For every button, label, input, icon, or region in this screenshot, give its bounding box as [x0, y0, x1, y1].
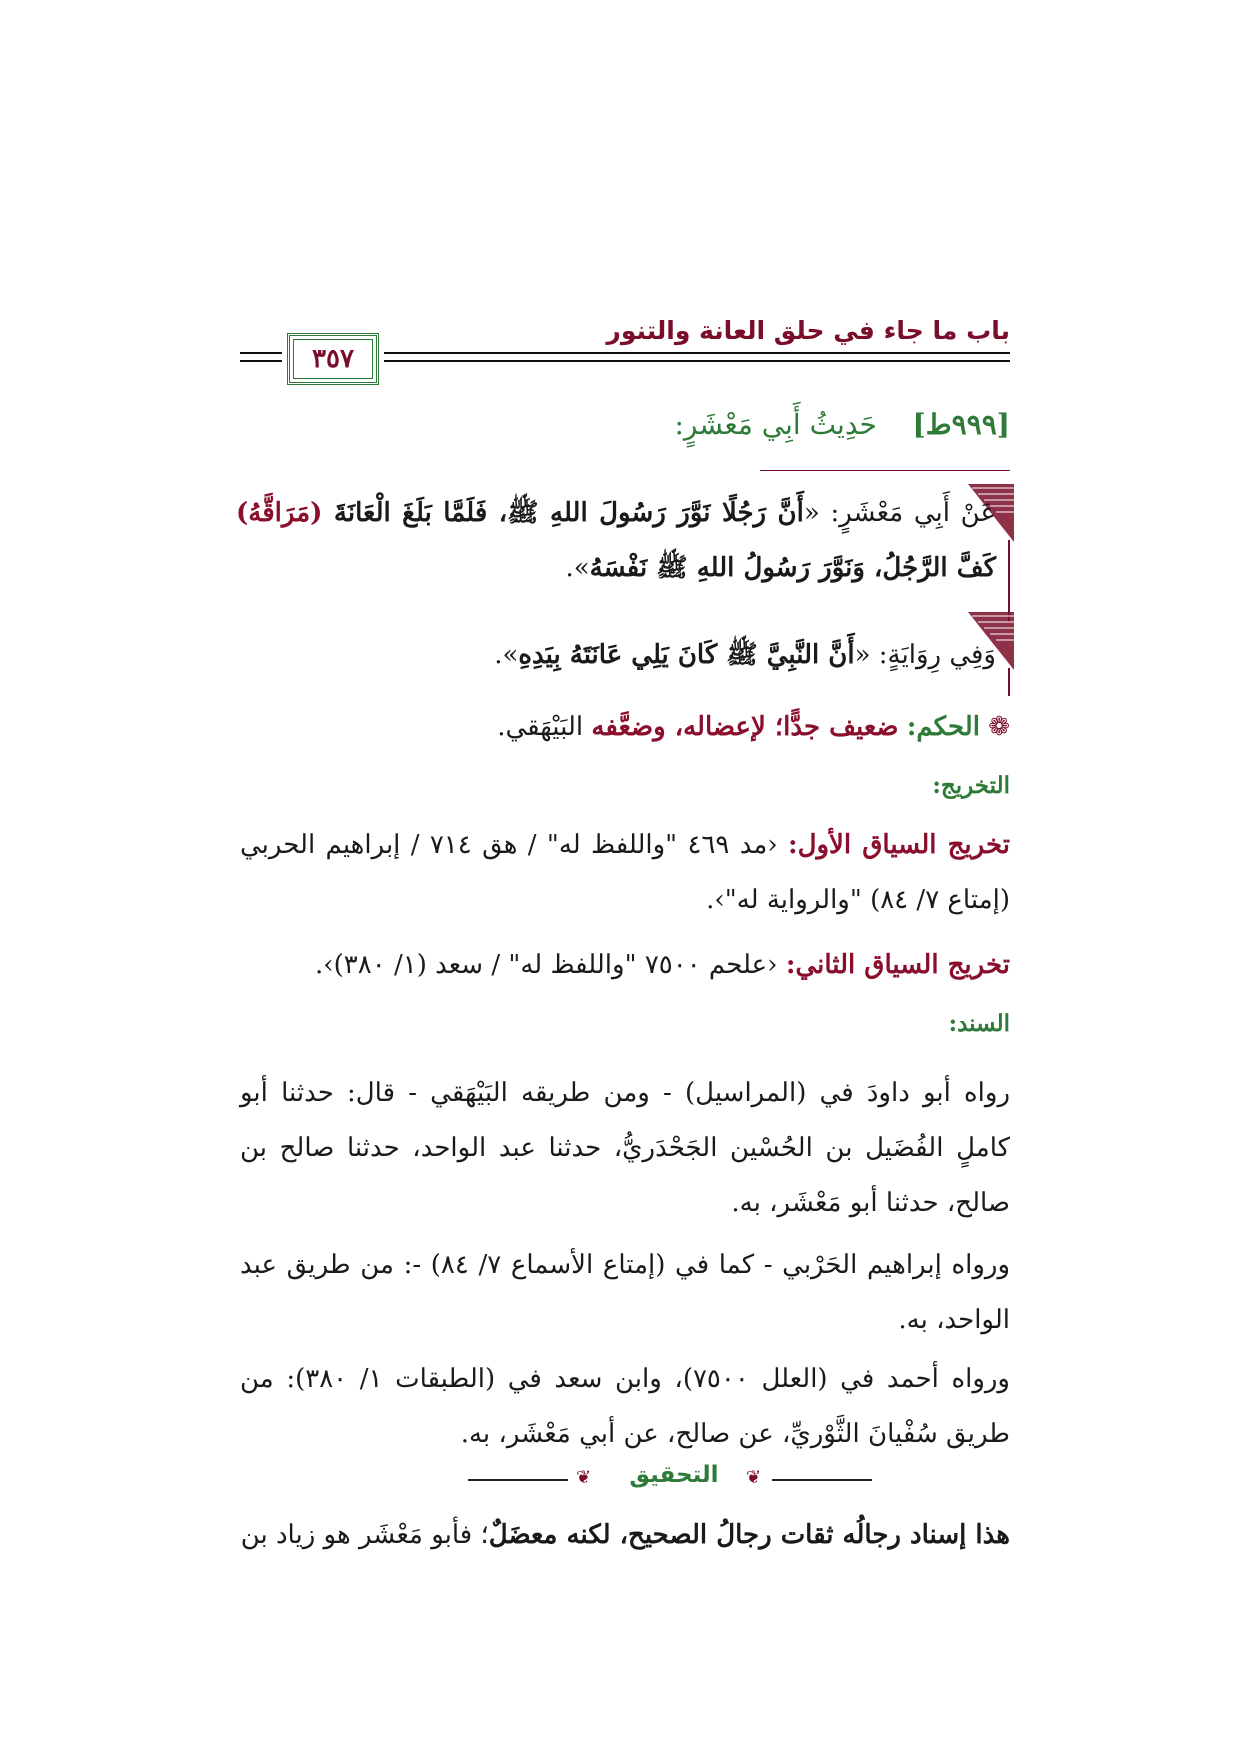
tahqiq-paragraph — [240, 1508, 1010, 1563]
chapter-title: باب ما جاء في حلق العانة والتنور — [606, 316, 1010, 345]
page-number: ٣٥٧ — [312, 344, 354, 374]
tahqiq-line-right — [772, 1479, 872, 1481]
takhrij-first-text: ‎‹مد ٤٦٩ "واللفظ له" / هق ٧١٤ / إبراهيم الحربي (إمتاع ٧/ ٨٤) "والرواية له"›. — [240, 830, 1010, 915]
ornament-right-icon: ❦ — [746, 1467, 762, 1488]
page-number-badge — [287, 333, 379, 385]
header-rule-right-1 — [384, 352, 1010, 354]
takhrij-second — [240, 938, 1010, 993]
matn-text-a: أَنَّ رَجُلًا نَوَّرَ رَسُولَ اللهِ ﷺ، فَلَمَّا بَلَغَ الْعَانَةَ — [322, 498, 804, 528]
hadith-matn — [236, 486, 996, 596]
riwaya-lead: وَفِي رِوَايَةٍ: « — [854, 640, 996, 670]
ornament-left-icon: ❦ — [576, 1467, 592, 1488]
matn-text-b: كَفَّ الرَّجُلُ، وَنَوَّرَ رَسُولُ اللهِ ﷺ نَفْسَهُ — [589, 553, 996, 583]
sanad-paragraph-3: ورواه أحمد في (العلل ٧٥٠٠)، وابن سعد في (الطبقات ١/ ٣٨٠): من طريق سُفْيانَ الثَّوْريِّ، عن صالح، عن أبي مَعْشَر، به. — [240, 1364, 1010, 1449]
takhrij-second-text: ‎‹علحم ٧٥٠٠ "واللفظ له" / سعد (١/ ٣٨٠)›. — [314, 950, 778, 980]
corner-bar-2 — [1008, 668, 1010, 696]
ruling-verdict: ضعيف جدًّا؛ لإعضاله، وضعَّفه — [591, 712, 899, 742]
ruling — [240, 700, 1010, 755]
hadith-heading — [410, 408, 1010, 441]
tahqiq-line-left — [468, 1479, 568, 1481]
hadith-number: [٩٩٩ط] — [912, 408, 1010, 441]
riwaya-end: ». — [494, 640, 519, 670]
ruling-rest: البَيْهَقي. — [497, 712, 592, 742]
tahqiq-lead: هذا إسناد رجالُه ثقات رجالُ الصحيح، لكنه معضَلٌ — [488, 1520, 1010, 1550]
matn-lead: عَنْ أَبِي مَعْشَرٍ: « — [803, 498, 996, 528]
ruling-label: الحكم: — [906, 712, 980, 742]
tahqiq-heading: التحقيق — [629, 1462, 719, 1488]
takhrij-first-label: تخريج السياق الأول: — [788, 830, 1011, 860]
sanad-paragraph-2: ورواه إبراهيم الحَرْبي - كما في (إمتاع الأسماع ٧/ ٨٤) -: من طريق عبد الواحد، به. — [240, 1250, 1011, 1335]
matn-variant: (مَرَاقَّهُ) — [236, 498, 323, 528]
takhrij-heading: التخريج: — [932, 772, 1010, 799]
sanad-paragraph-1: رواه أبو داودَ في (المراسيل) - ومن طريقه البَيْهَقي - قال: حدثنا أبو كاملٍ الفُضَيل بن الحُسْين الجَحْدَريُّ، حدثنا عبد الواحد، حدثنا صالح بن صالح، حدثنا أبو مَعْشَر، به. — [240, 1078, 1010, 1218]
sanad-heading-row — [240, 996, 1010, 1051]
hadith-title: حَدِيثُ أَبِي مَعْشَرٍ: — [674, 408, 877, 441]
flower-ornament-icon: ❁ — [988, 712, 1010, 742]
header-rule-left-1 — [240, 352, 282, 354]
tahqiq-rest: ؛ فأبو مَعْشَر هو زياد بن — [240, 1520, 489, 1550]
corner-bar — [1008, 540, 1010, 622]
takhrij-second-label: تخريج السياق الثاني: — [785, 950, 1010, 980]
header-rule-right-2 — [384, 360, 1010, 362]
takhrij-first — [240, 818, 1010, 928]
matn-end: ». — [565, 553, 590, 583]
riwaya-text: أَنَّ النَّبِيَّ ﷺ كَانَ يَلِي عَانَتَهُ بِيَدِهِ — [518, 640, 855, 670]
riwaya — [236, 628, 996, 683]
takhrij-heading-row — [240, 758, 1010, 813]
sanad-heading: السند: — [948, 1010, 1010, 1037]
header-rule-left-2 — [240, 360, 282, 362]
heading-underline — [760, 470, 1010, 471]
